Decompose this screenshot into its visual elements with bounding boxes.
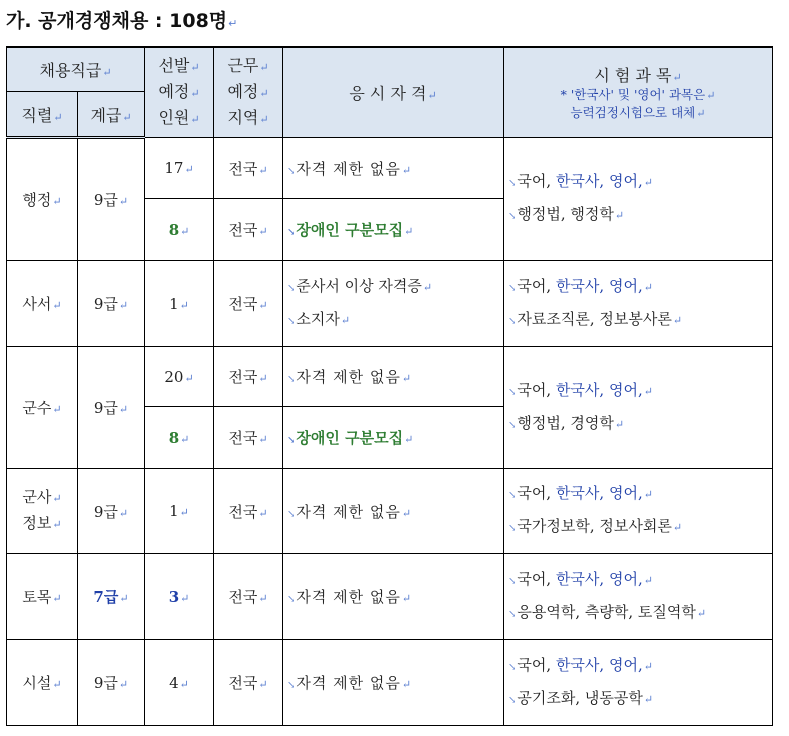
table-row [7,469,773,554]
qualification-cell: ↘자격 제한 없음↵ [283,640,504,726]
subjects-cell: ↘국어, 한국사, 영어,↵ ↘행정법, 행정학↵ [504,138,773,261]
count-cell: 20↵ [145,347,214,407]
qualification-cell: ↘자격 제한 없음↵ [283,554,504,640]
subjects-cell: ↘국어, 한국사, 영어,↵ ↘공기조화, 냉동공학↵ [504,640,773,726]
region-cell: 전국↵ [214,640,283,726]
qualification-cell: ↘장애인 구분모집↵ [283,199,504,261]
header-region: 근무↵ 예정↵ 지역↵ [214,47,283,138]
count-cell: 8↵ [145,199,214,261]
series-cell: 사서↵ [7,261,78,347]
grade-cell: 7급↵ [78,554,145,640]
grade-cell: 9급↵ [78,138,145,261]
paragraph-mark-icon: ↵ [228,17,238,30]
header-qualification: 응 시 자 격↵ [283,47,504,138]
count-cell: 3↵ [145,554,214,640]
region-cell: 전국↵ [214,469,283,554]
count-cell: 1↵ [145,469,214,554]
subjects-note: * '한국사' 및 '영어' 과목은↵ 능력검정시험으로 대체↵ [560,87,716,120]
table-row [7,640,773,726]
series-cell: 군사↵ 정보↵ [7,469,78,554]
series-cell: 시설↵ [7,640,78,726]
grade-cell: 9급↵ [78,261,145,347]
subjects-cell: ↘국어, 한국사, 영어,↵ ↘국가정보학, 정보사회론↵ [504,469,773,554]
grade-cell: 9급↵ [78,347,145,469]
series-cell: 군수↵ [7,347,78,469]
qualification-cell: ↘자격 제한 없음↵ [283,347,504,407]
table-row [7,261,773,347]
subjects-title: 시 험 과 목↵ [594,66,682,85]
region-cell: 전국↵ [214,407,283,469]
header-rank-group: 채용직급↵ [7,47,145,92]
subjects-cell: ↘국어, 한국사, 영어,↵ ↘자료조직론, 정보봉사론↵ [504,261,773,347]
table-row [7,138,773,199]
qualification-cell: ↘자격 제한 없음↵ [283,469,504,554]
region-cell: 전국↵ [214,261,283,347]
header-grade: 계급↵ [78,92,145,138]
region-cell: 전국↵ [214,138,283,199]
header-subjects [504,47,773,138]
qualification-cell: ↘자격 제한 없음↵ [283,138,504,199]
header-series: 직렬↵ [7,92,78,138]
recruitment-table [6,46,773,726]
count-cell: 8↵ [145,407,214,469]
qualification-cell: ↘준사서 이상 자격증↵ ↘소지자↵ [283,261,504,347]
qualification-cell: ↘장애인 구분모집↵ [283,407,504,469]
grade-cell: 9급↵ [78,469,145,554]
grade-cell: 9급↵ [78,640,145,726]
region-cell: 전국↵ [214,199,283,261]
region-cell: 전국↵ [214,554,283,640]
count-cell: 17↵ [145,138,214,199]
series-cell: 토목↵ [7,554,78,640]
table-row [7,347,773,407]
subjects-cell: ↘국어, 한국사, 영어,↵ ↘행정법, 경영학↵ [504,347,773,469]
header-planned: 선발↵ 예정↵ 인원↵ [145,47,214,138]
section-title: 가. 공개경쟁채용 : 108명↵ [6,10,238,32]
series-cell: 행정↵ [7,138,78,261]
region-cell: 전국↵ [214,347,283,407]
count-cell: 4↵ [145,640,214,726]
table-row [7,554,773,640]
subjects-cell: ↘국어, 한국사, 영어,↵ ↘응용역학, 측량학, 토질역학↵ [504,554,773,640]
count-cell: 1↵ [145,261,214,347]
